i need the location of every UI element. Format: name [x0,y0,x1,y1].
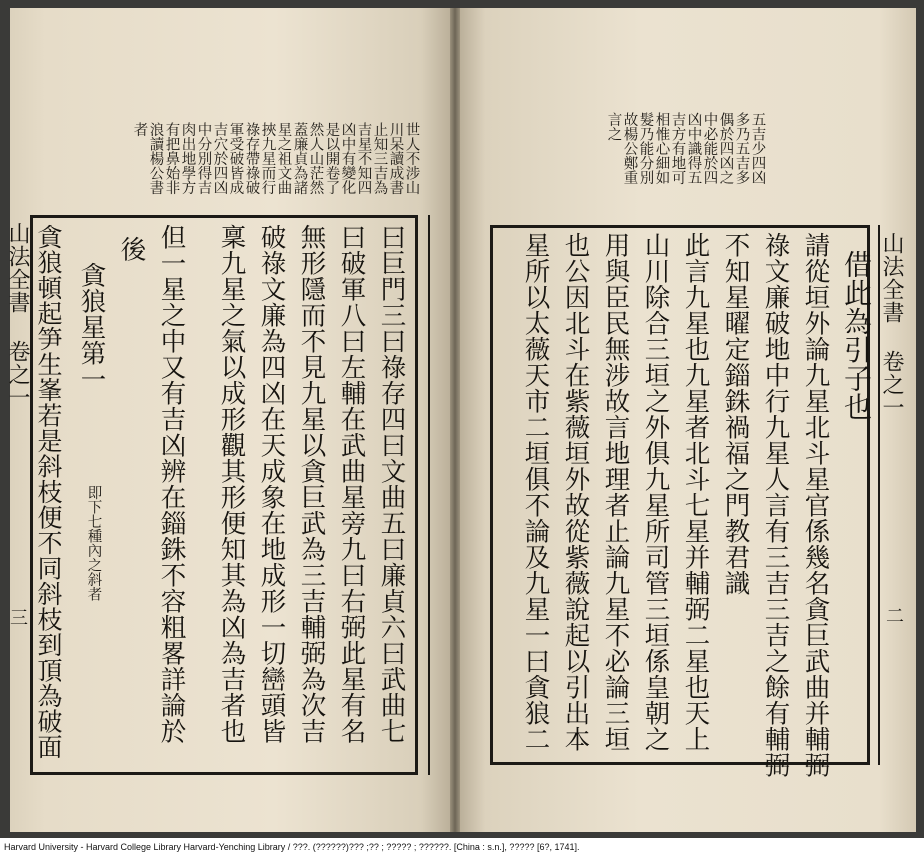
right-heart-text: 山法全書 卷之一 [879,232,904,419]
left-page-number: 三 [7,608,28,626]
left-text-column-2: 曰破軍八曰左輔在武曲星旁九曰右弼此星有名 [336,224,367,744]
right-text-column-7: 用與臣民無涉故言地理者止論九星不必論三垣 [600,232,631,752]
left-annotation-18: 者 [131,122,148,137]
right-annotation-4: 中必能於四 [701,112,718,185]
right-annotation-7: 相惟心細如 [653,112,670,185]
left-annotation-13: 吉穴於四凶 [211,122,228,195]
section-heading: 貪狼星第一 [76,262,107,392]
left-annotation-16: 有把鼻始非 [163,122,180,195]
left-annotation-8: 蓋廉貞為諸 [291,122,308,195]
left-annotation-2: 川呆讀成書 [387,122,404,195]
right-text-column-9: 星所以太薇天市二垣俱不論及九星一曰貪狼二 [520,232,551,752]
right-annotation-1: 五吉少四凶 [749,112,766,185]
right-text-column-1: 借此為引子也 [840,250,873,421]
right-text-column-5: 此言九星也九星者北斗七星并輔弼二星也天上 [680,232,711,752]
left-text-column-9: 貪狼頓起笋生峯若是斜枝便不同斜枝到頂為破面 [34,224,63,760]
inline-note: 即下七種內之斜者 [85,485,102,601]
left-heart-line [428,215,430,775]
left-annotation-5: 凶中有變化 [339,122,356,195]
book-gutter [450,8,460,832]
left-annotation-14: 中分別得吉 [195,122,212,195]
left-annotation-4: 吉星不知四 [355,122,372,195]
right-text-column-4: 不知星曜定錙銖禍福之門教君識 [720,232,751,596]
right-text-column-6: 山川除合三垣之外俱九星所司管三垣係皇朝之 [640,232,671,752]
left-annotation-11: 祿存帶祿破 [243,122,260,195]
left-text-column-1: 曰巨門三曰祿存四曰文曲五曰廉貞六曰武曲七 [376,224,407,744]
left-text-column-5: 稟九星之氣以成形觀其形便知其為凶為吉者也 [216,224,247,744]
left-annotation-3: 止知三吉為 [371,122,388,195]
right-annotation-3: 偶於四凶之 [717,112,734,185]
left-annotation-17: 浪讀楊公書 [147,122,164,195]
left-annotation-12: 軍受破皆成 [227,122,244,195]
library-caption: Harvard University - Harvard College Library Harvard-Yenching Library / ???. (??????)??? ;?? ; ????? ; ??????. [China : s.n.], ????? [6?, 1741]. [4,842,580,852]
right-annotation-8: 髮乃能分別 [637,112,654,185]
right-text-column-2: 請從垣外論九星北斗星官係幾名貪巨武曲并輔弼 [800,232,831,778]
left-text-column-3: 無形隱而不見九星以貪巨武為三吉輔弼為次吉 [296,224,327,744]
right-annotation-2: 多乃五吉多 [733,112,750,185]
right-annotation-6: 吉方有地可 [669,112,686,185]
right-annotation-9: 故楊公鄭重 [621,112,638,185]
right-text-column-8: 也公因北斗在紫薇垣外故從紫薇說起以引出本 [560,232,591,752]
left-text-column-7: 後 [116,236,147,262]
left-text-column-6: 但一星之中又有吉凶辨在錙銖不容粗畧詳論於 [156,224,187,744]
left-annotation-1: 世人不涉山 [403,122,420,195]
left-heart-text: 山法全書 卷之一 [5,222,30,409]
left-annotation-7: 然人山茫然 [307,122,324,195]
right-text-column-3: 祿文廉破地中行九星人言有三吉三吉之餘有輔弼 [760,232,791,778]
left-annotation-15: 肉出地學方 [179,122,196,195]
left-annotation-10: 挾九星而行 [259,122,276,195]
right-annotation-5: 凶中識得五 [685,112,702,185]
left-annotation-9: 星之祖文曲 [275,122,292,195]
right-annotation-10: 言之 [605,112,622,141]
left-text-column-4: 破祿文廉為四凶在天成象在地成形一切巒頭皆 [256,224,287,744]
left-annotation-6: 是以開卷了 [323,122,340,195]
right-page-number: 二 [883,606,904,624]
